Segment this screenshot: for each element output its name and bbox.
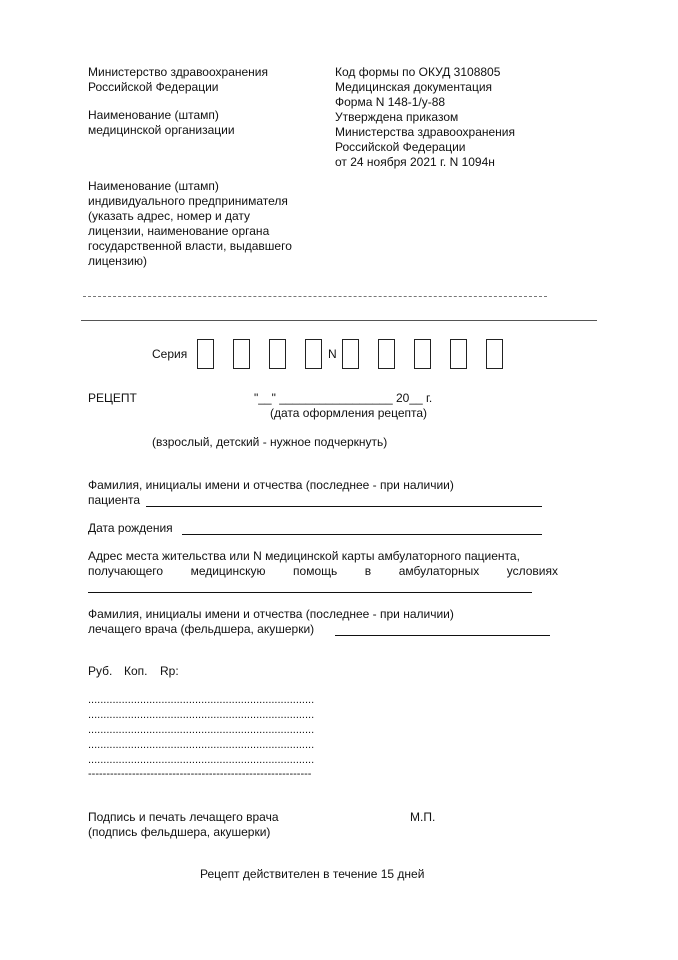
age-category-note: (взрослый, детский - нужное подчеркнуть) <box>152 435 388 449</box>
doctor-name-label-2: лечащего врача (фельдшера, акушерки) <box>88 622 315 636</box>
doctor-signature-label: Подпись и печать лечащего врача (подпись фельдшера, акушерки) <box>88 810 279 839</box>
series-box-4[interactable] <box>305 339 322 369</box>
number-label: N <box>328 347 337 361</box>
number-box-2[interactable] <box>378 339 395 369</box>
prescription-line-3[interactable]: .......................................................................... <box>88 724 315 736</box>
kop-label: Коп. <box>124 664 148 678</box>
series-box-1[interactable] <box>197 339 214 369</box>
prescription-end-line: ------------------------------------------------------------- <box>88 768 312 780</box>
entrepreneur-stamp-label: Наименование (штамп) индивидуального предпринимателя (указать адрес, номер и дату лицензии, наименование органа государственной власти, выдавшего лицензию) <box>88 179 292 268</box>
number-box-3[interactable] <box>414 339 431 369</box>
prescription-line-4[interactable]: .......................................................................... <box>88 739 315 751</box>
org-stamp-label: Наименование (штамп) медицинской организации <box>88 108 235 137</box>
series-box-3[interactable] <box>269 339 286 369</box>
rp-label: Rp: <box>160 664 179 678</box>
number-box-1[interactable] <box>342 339 359 369</box>
validity-note: Рецепт действителен в течение 15 дней <box>200 867 425 881</box>
number-box-5[interactable] <box>486 339 503 369</box>
patient-name-label-2: пациента <box>88 493 141 507</box>
rub-label: Руб. <box>88 664 113 678</box>
prescription-line-5[interactable]: .......................................................................... <box>88 754 315 766</box>
birth-date-field[interactable] <box>182 534 542 535</box>
prescription-line-1[interactable]: .......................................................................... <box>88 694 315 706</box>
form-info-block: Код формы по ОКУД 3108805 Медицинская документация Форма N 148-1/у-88 Утверждена приказом Министерства здравоохранения Российской Федерации от 24 ноября 2021 г. N 1094н <box>335 65 515 169</box>
prescription-line-2[interactable]: .......................................................................... <box>88 709 315 721</box>
recipe-title: РЕЦЕПТ <box>88 391 137 405</box>
recipe-date-line[interactable]: "__" _________________ 20__ г. <box>254 391 433 405</box>
patient-name-field[interactable] <box>146 506 542 507</box>
ministry-title: Министерство здравоохранения Российской Федерации <box>88 65 268 94</box>
doctor-name-field[interactable] <box>335 635 550 636</box>
address-field[interactable] <box>88 592 532 593</box>
address-label: Адрес места жительства или N медицинской карты амбулаторного пациента, <box>88 549 520 563</box>
recipe-date-caption: (дата оформления рецепта) <box>270 406 428 420</box>
doctor-name-label: Фамилия, инициалы имени и отчества (последнее - при наличии) <box>88 607 454 621</box>
patient-name-label: Фамилия, инициалы имени и отчества (последнее - при наличии) <box>88 478 454 492</box>
series-box-2[interactable] <box>233 339 250 369</box>
cut-line <box>83 296 547 297</box>
stamp-place-label: М.П. <box>410 810 436 824</box>
birth-date-label: Дата рождения <box>88 521 173 535</box>
address-label-2: получающего медицинскую помощь в амбулаторных условиях <box>88 564 558 578</box>
section-divider <box>81 320 597 321</box>
number-box-4[interactable] <box>450 339 467 369</box>
series-label: Серия <box>152 347 188 361</box>
